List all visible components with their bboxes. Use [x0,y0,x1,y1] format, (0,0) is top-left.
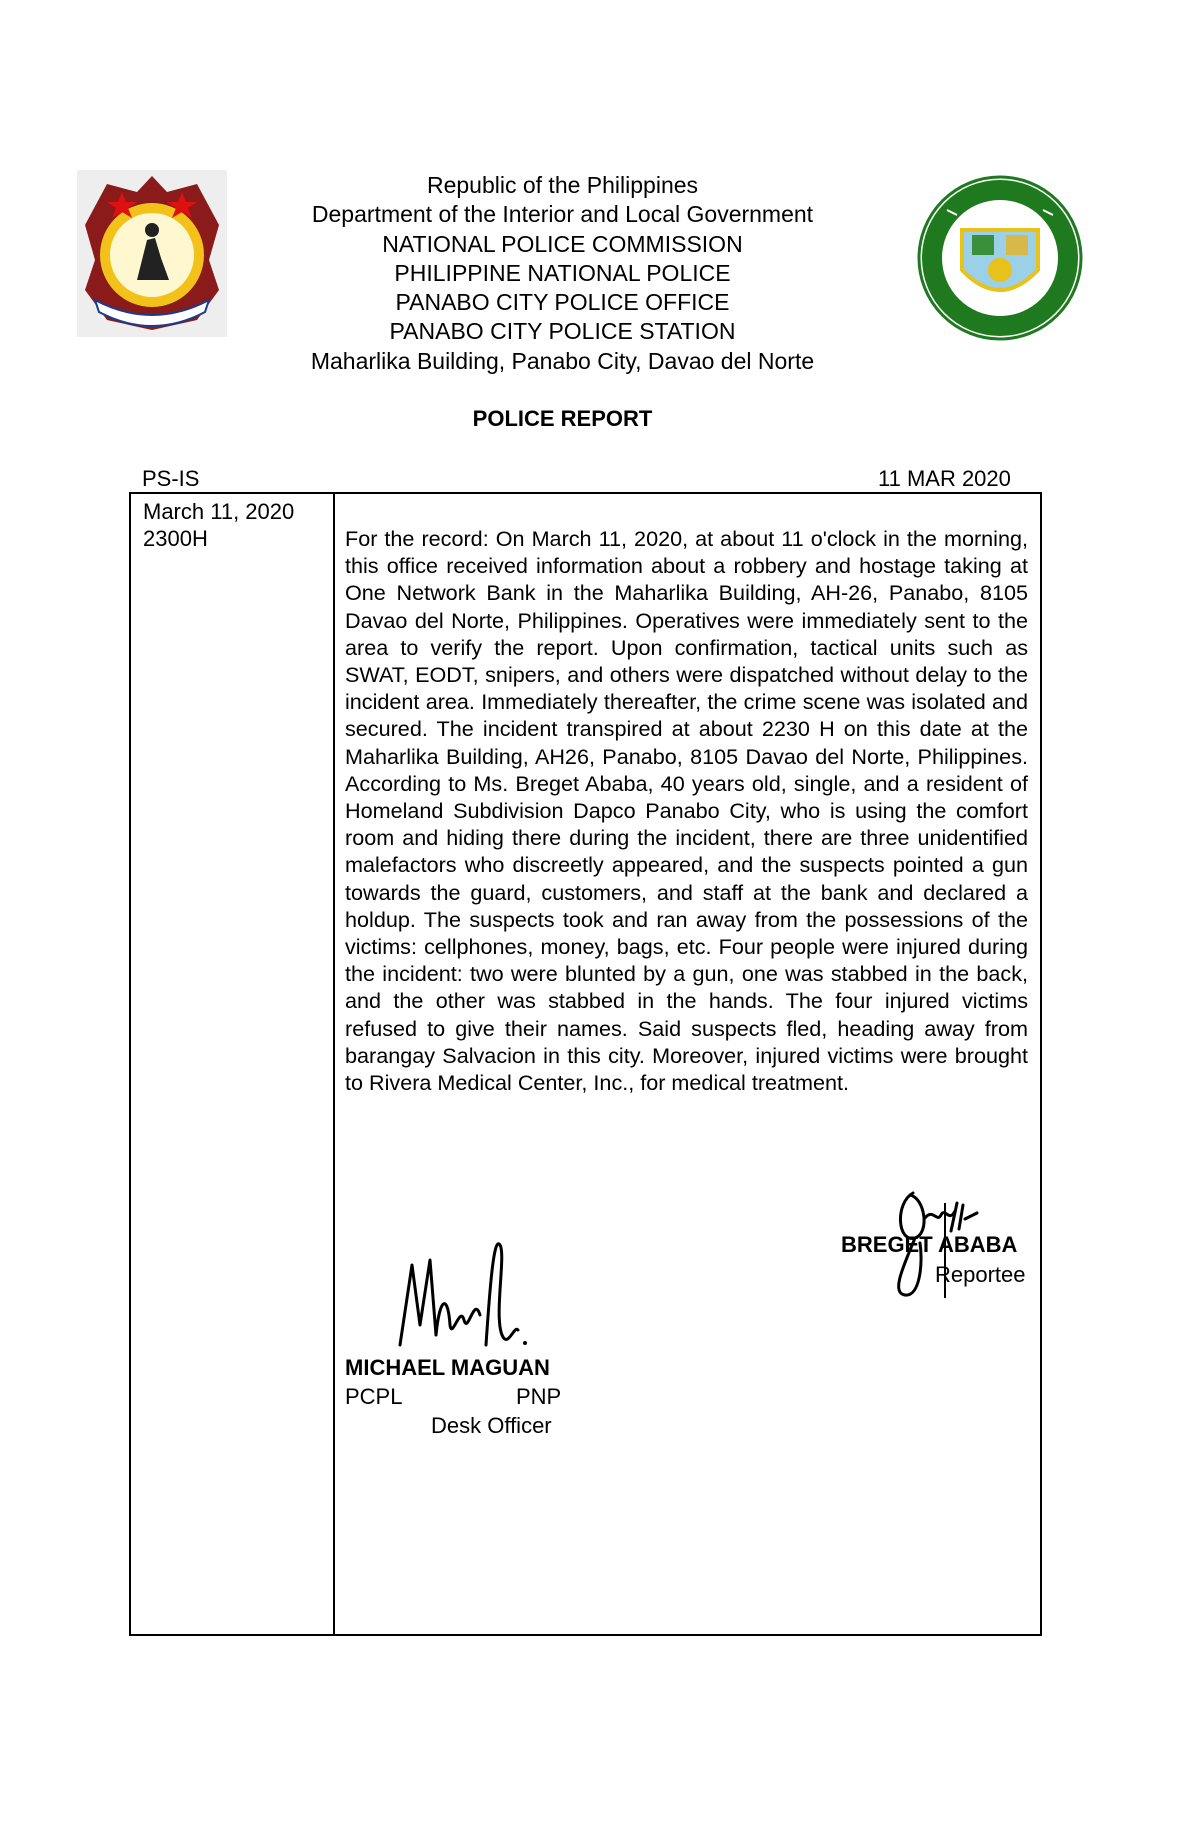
officer-unit: PNP [516,1384,562,1409]
reportee-name: BREGET ABABA [841,1232,1018,1257]
header-line-department: Department of the Interior and Local Government [311,201,814,228]
entry-time: 2300H [143,526,208,551]
entry-date: March 11, 2020 [143,499,295,524]
panabo-city-seal [917,175,1083,341]
date-time-cell [130,493,334,1635]
reference-code: PS-IS [142,466,200,491]
header-line-city-office: PANABO CITY POLICE OFFICE [395,289,730,316]
header-line-napolcom: NATIONAL POLICE COMMISSION [382,230,743,257]
header-line-pnp: PHILIPPINE NATIONAL POLICE [394,259,731,286]
officer-name: MICHAEL MAGUAN [345,1355,550,1380]
officer-role: Desk Officer [431,1413,552,1438]
reference-date: 11 MAR 2020 [878,466,1011,491]
letterhead [260,171,865,376]
pnp-logo [77,170,227,337]
officer-signature [390,1225,530,1365]
reportee-role: Reportee [935,1262,1026,1287]
header-line-republic: Republic of the Philippines [426,172,699,198]
report-narrative: For the record: On March 11, 2020, at about 11 o'clock in the morning, this office received information about a robbery and hostage taking at One Network Bank in the Maharlika Building, AH-26, Panabo, 8105 Davao del Norte, Philippines. Operatives were immediately sent to the area to verify the report. Upon confirmation, tactical units such as SWAT, EODT, snipers, and others were dispatched without delay to the incident area. Immediately thereafter, the crime scene was isolated and secured. The incident transpired at about 2230 H on this date at the Maharlika Building, AH26, Panabo, 8105 Davao del Norte, Philippines. According to Ms. Breget Ababa, 40 years old, single, and a resident of Homeland Subdivision Dapco Panabo City, who is using the comfort room and hiding there during the incident, there are three unidentified malefactors who discreetly appeared, and the suspects pointed a gun towards the guard, customers, and staff at the bank and declared a holdup. The suspects took and ran away from the possessions of the victims: cellphones, money, bags, etc. Four people were injured during the incident: two were blunted by a gun, one was stabbed in the back, and the other was stabbed in the hands. The four injured victims refused to give their names. Said suspects fled, heading away from barangay Salvacion in this city. Moreover, injured victims were brought to Rivera Medical Center, Inc., for medical treatment. [345,526,1028,1096]
report-title: POLICE REPORT [472,406,653,431]
officer-rank: PCPL [345,1384,403,1409]
header-line-station: PANABO CITY POLICE STATION [389,318,736,345]
header-line-address: Maharlika Building, Panabo City, Davao del Norte [310,347,815,374]
